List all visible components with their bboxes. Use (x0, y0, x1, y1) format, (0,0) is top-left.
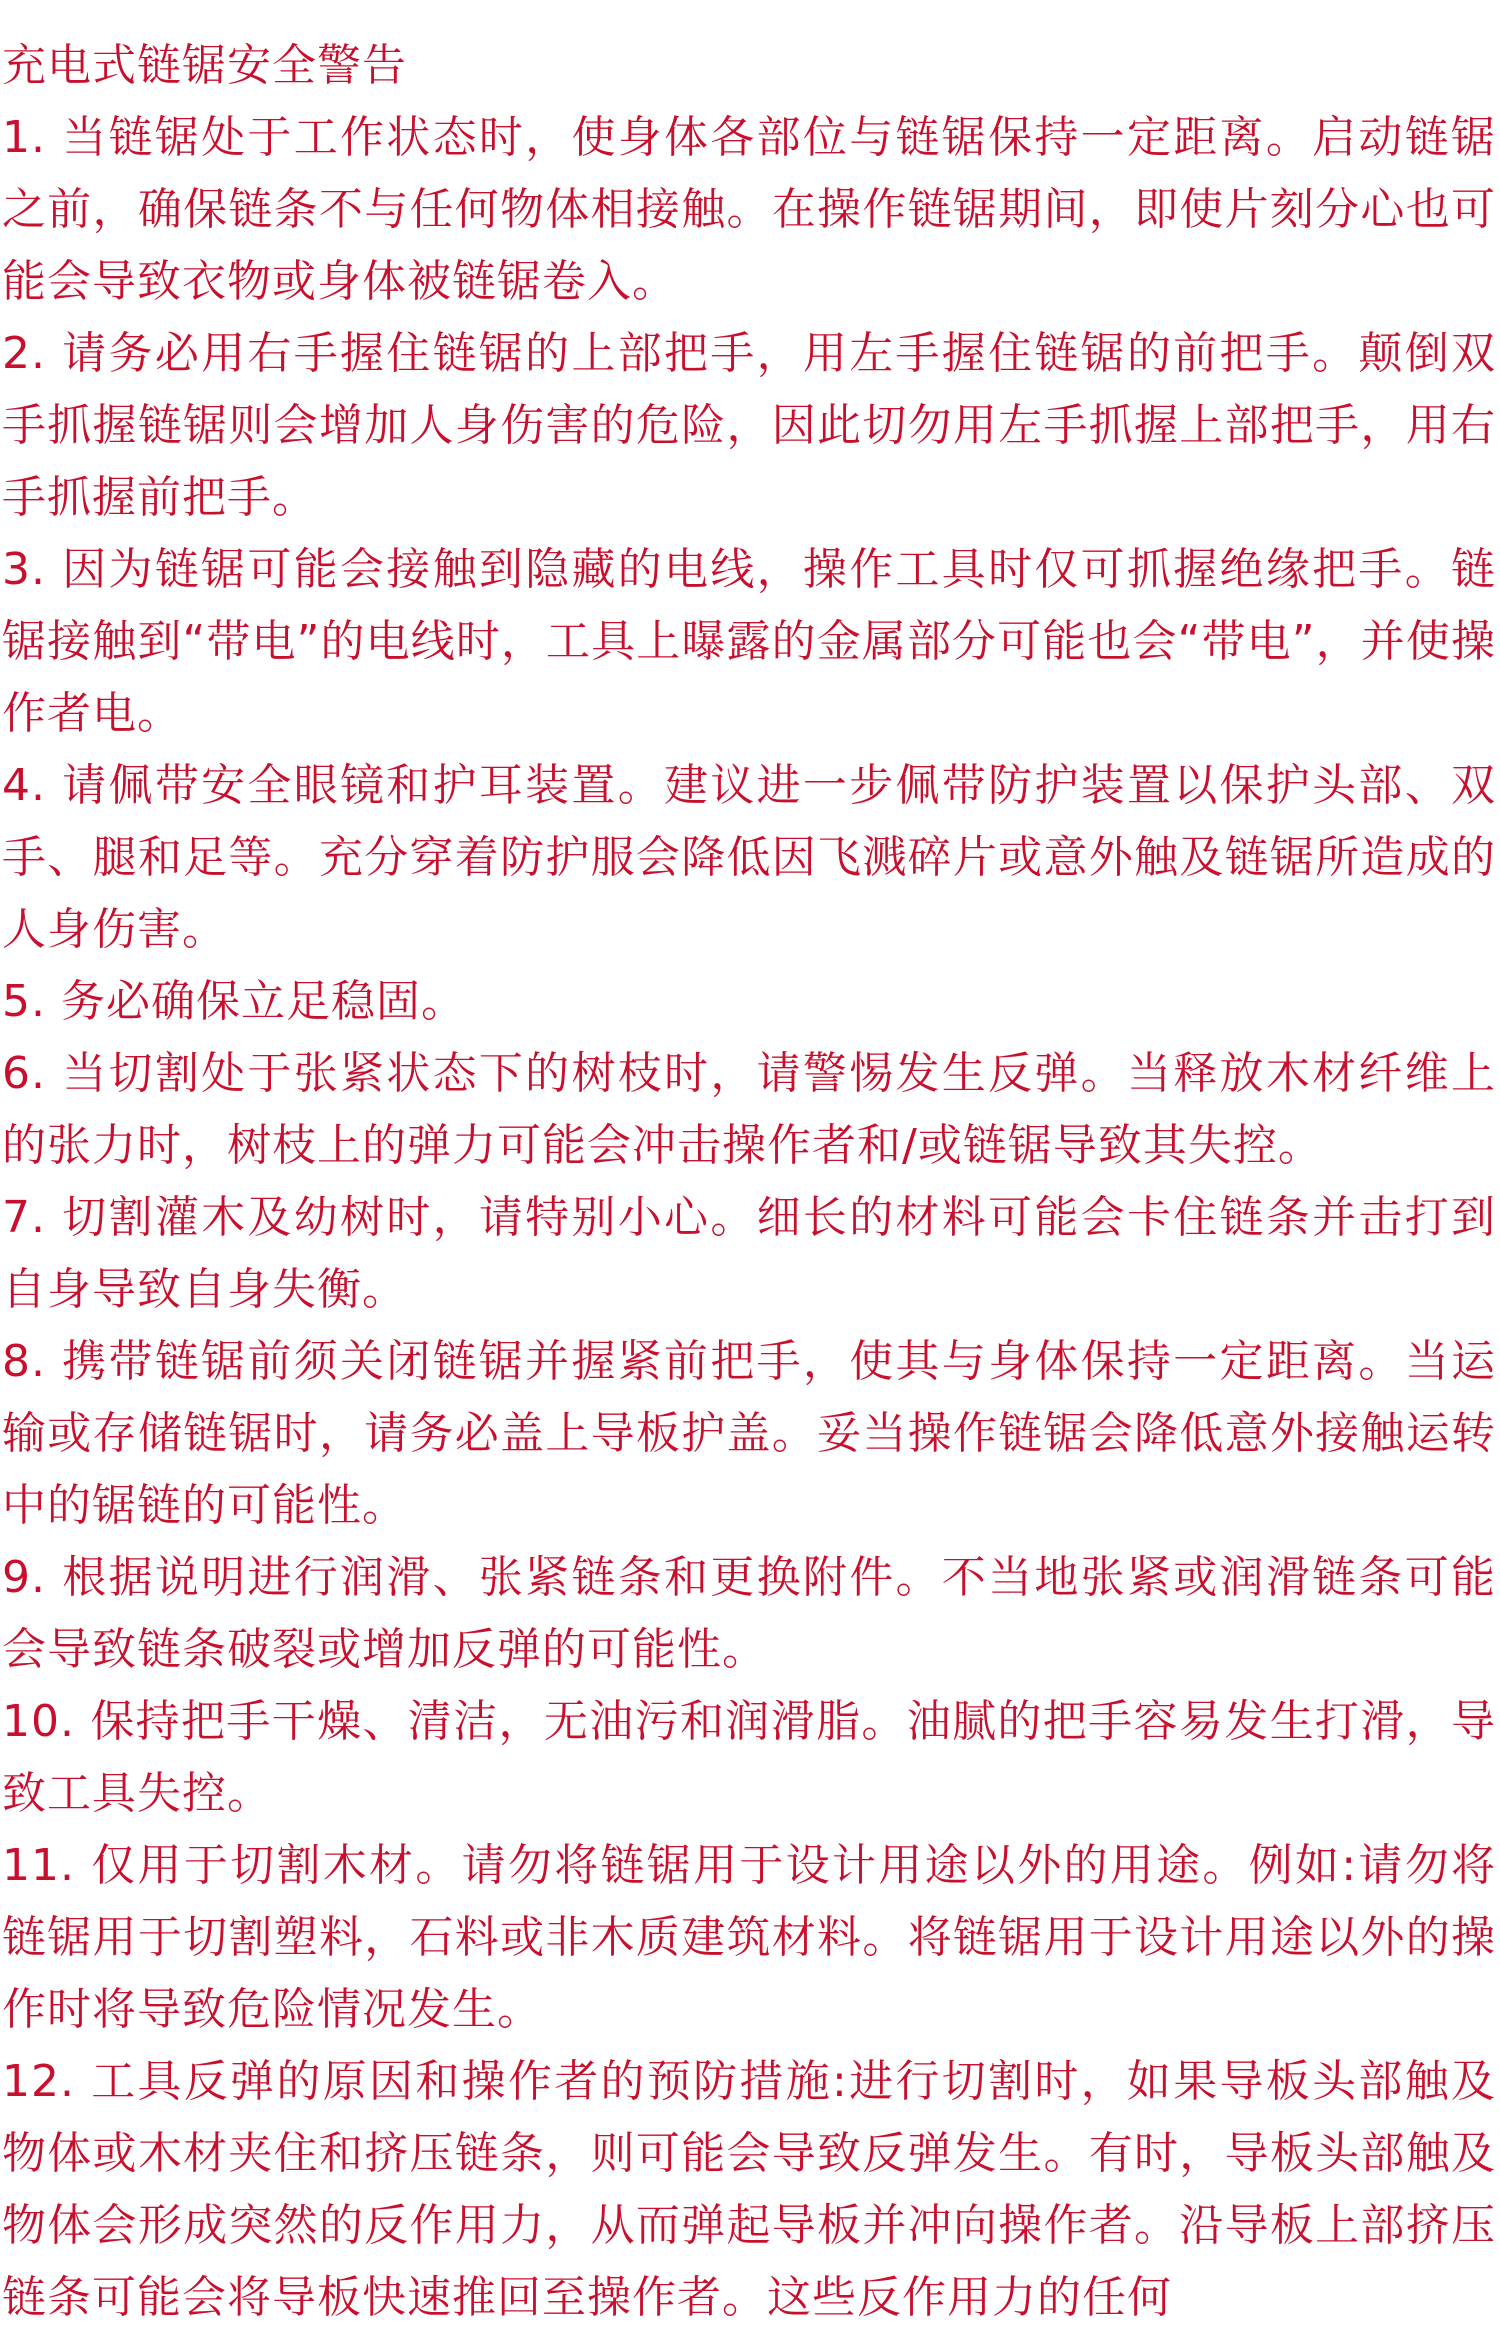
warning-item-10: 10. 保持把手干燥、清洁，无油污和润滑脂。油腻的把手容易发生打滑，导致工具失控。 (2, 1696, 1496, 1819)
warning-item-4: 4. 请佩带安全眼镜和护耳装置。建议进一步佩带防护装置以保护头部、双手、腿和足等。充分穿着防护服会降低因飞溅碎片或意外触及链锯所造成的人身伤害。 (2, 760, 1496, 955)
warning-item-9: 9. 根据说明进行润滑、张紧链条和更换附件。不当地张紧或润滑链条可能会导致链条破裂或增加反弹的可能性。 (2, 1552, 1496, 1675)
warning-item-7: 7. 切割灌木及幼树时，请特别小心。细长的材料可能会卡住链条并击打到自身导致自身失衡。 (2, 1192, 1496, 1315)
warning-item-2: 2. 请务必用右手握住链锯的上部把手，用左手握住链锯的前把手。颠倒双手抓握链锯则会增加人身伤害的危险，因此切勿用左手抓握上部把手，用右手抓握前把手。 (2, 328, 1496, 523)
warning-item-12: 12. 工具反弹的原因和操作者的预防措施:进行切割时，如果导板头部触及物体或木材夹住和挤压链条，则可能会导致反弹发生。有时，导板头部触及物体会形成突然的反作用力，从而弹起导板并冲向操作者。沿导板上部挤压链条可能会将导板快速推回至操作者。这些反作用力的任何 (2, 2056, 1496, 2323)
warning-item-8: 8. 携带链锯前须关闭链锯并握紧前把手，使其与身体保持一定距离。当运输或存储链锯时，请务必盖上导板护盖。妥当操作链锯会降低意外接触运转中的锯链的可能性。 (2, 1336, 1496, 1531)
warning-item-3: 3. 因为链锯可能会接触到隐藏的电线，操作工具时仅可抓握绝缘把手。链锯接触到“带电”的电线时，工具上曝露的金属部分可能也会“带电”，并使操作者电。 (2, 544, 1496, 739)
warning-item-1: 1. 当链锯处于工作状态时，使身体各部位与链锯保持一定距离。启动链锯之前，确保链条不与任何物体相接触。在操作链锯期间，即使片刻分心也可能会导致衣物或身体被链锯卷入。 (2, 112, 1496, 307)
safety-warning-document (2, 30, 1496, 2334)
document-title: 充电式链锯安全警告 (2, 40, 407, 91)
warning-item-5: 5. 务必确保立足稳固。 (2, 976, 466, 1027)
warning-item-11: 11. 仅用于切割木材。请勿将链锯用于设计用途以外的用途。例如:请勿将链锯用于切割塑料，石料或非木质建筑材料。将链锯用于设计用途以外的操作时将导致危险情况发生。 (2, 1840, 1496, 2035)
warning-item-6: 6. 当切割处于张紧状态下的树枝时，请警惕发生反弹。当释放木材纤维上的张力时，树枝上的弹力可能会冲击操作者和/或链锯导致其失控。 (2, 1048, 1496, 1171)
